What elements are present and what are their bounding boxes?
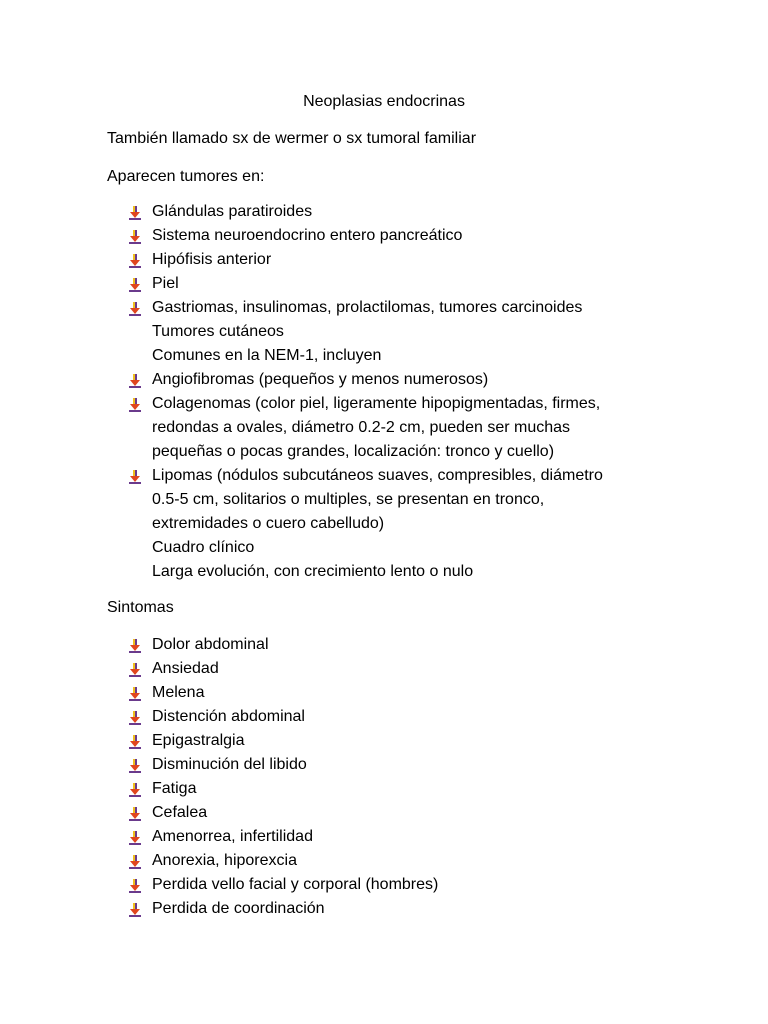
- tumores-list-item-line: Angiofibromas (pequeños y menos numerosos): [152, 371, 489, 388]
- arrow-down-bullet-icon: [129, 783, 141, 797]
- arrow-down-bullet-icon: [129, 230, 141, 244]
- tumores-list-item-line: pequeñas o pocas grandes, localización: tronco y cuello): [152, 443, 555, 460]
- tumores-list-item-line: Gastriomas, insulinomas, prolactilomas, tumores carcinoides: [152, 299, 583, 316]
- sintomas-heading: Sintomas: [107, 599, 174, 616]
- arrow-down-bullet-icon: [129, 398, 141, 412]
- tumores-list-item-line: redondas a ovales, diámetro 0.2-2 cm, pueden ser muchas: [152, 419, 571, 436]
- sintomas-list-item: Disminución del libido: [152, 756, 307, 773]
- arrow-down-bullet-icon: [129, 254, 141, 268]
- intro-paragraph: También llamado sx de wermer o sx tumoral familiar: [107, 130, 477, 147]
- arrow-down-bullet-icon: [129, 206, 141, 220]
- tumores-list-item-line: Comunes en la NEM-1, incluyen: [152, 347, 382, 364]
- sintomas-list-item: Perdida vello facial y corporal (hombres): [152, 876, 439, 893]
- tumores-list-item-line: Sistema neuroendocrino entero pancreático: [152, 227, 463, 244]
- tumores-list-item-line: Glándulas paratiroides: [152, 203, 313, 220]
- arrow-down-bullet-icon: [129, 903, 141, 917]
- sintomas-list-item: Melena: [152, 684, 205, 701]
- arrow-down-bullet-icon: [129, 879, 141, 893]
- sintomas-list-item: Ansiedad: [152, 660, 219, 677]
- arrow-down-bullet-icon: [129, 759, 141, 773]
- sintomas-list-item: Amenorrea, infertilidad: [152, 828, 313, 845]
- tumores-heading: Aparecen tumores en:: [107, 168, 265, 185]
- arrow-down-bullet-icon: [129, 639, 141, 653]
- tumores-list-item-line: Colagenomas (color piel, ligeramente hipopigmentadas, firmes,: [152, 395, 601, 412]
- arrow-down-bullet-icon: [129, 807, 141, 821]
- sintomas-list-item: Dolor abdominal: [152, 636, 269, 653]
- arrow-down-bullet-icon: [129, 735, 141, 749]
- arrow-down-bullet-icon: [129, 711, 141, 725]
- sintomas-list-item: Epigastralgia: [152, 732, 245, 749]
- arrow-down-bullet-icon: [129, 831, 141, 845]
- tumores-list-item-line: Piel: [152, 275, 179, 292]
- tumores-list-item-line: 0.5-5 cm, solitarios o multiples, se presentan en tronco,: [152, 491, 545, 508]
- arrow-down-bullet-icon: [129, 278, 141, 292]
- tumores-list-item-line: extremidades o cuero cabelludo): [152, 515, 385, 532]
- arrow-down-bullet-icon: [129, 374, 141, 388]
- tumores-list-item-line: Hipófisis anterior: [152, 251, 272, 268]
- sintomas-list-item: Cefalea: [152, 804, 208, 821]
- tumores-list-item-line: Lipomas (nódulos subcutáneos suaves, compresibles, diámetro: [152, 467, 603, 484]
- arrow-down-bullet-icon: [129, 302, 141, 316]
- document-title: Neoplasias endocrinas: [303, 93, 465, 110]
- sintomas-list-item: Perdida de coordinación: [152, 900, 325, 917]
- tumores-list-item-line: Cuadro clínico: [152, 539, 255, 556]
- arrow-down-bullet-icon: [129, 470, 141, 484]
- arrow-down-bullet-icon: [129, 687, 141, 701]
- tumores-list-item-line: Larga evolución, con crecimiento lento o nulo: [152, 563, 474, 580]
- sintomas-list-item: Fatiga: [152, 780, 197, 797]
- arrow-down-bullet-icon: [129, 855, 141, 869]
- sintomas-list-item: Anorexia, hiporexcia: [152, 852, 297, 869]
- arrow-down-bullet-icon: [129, 663, 141, 677]
- sintomas-list-item: Distención abdominal: [152, 708, 305, 725]
- tumores-list-item-line: Tumores cutáneos: [152, 323, 284, 340]
